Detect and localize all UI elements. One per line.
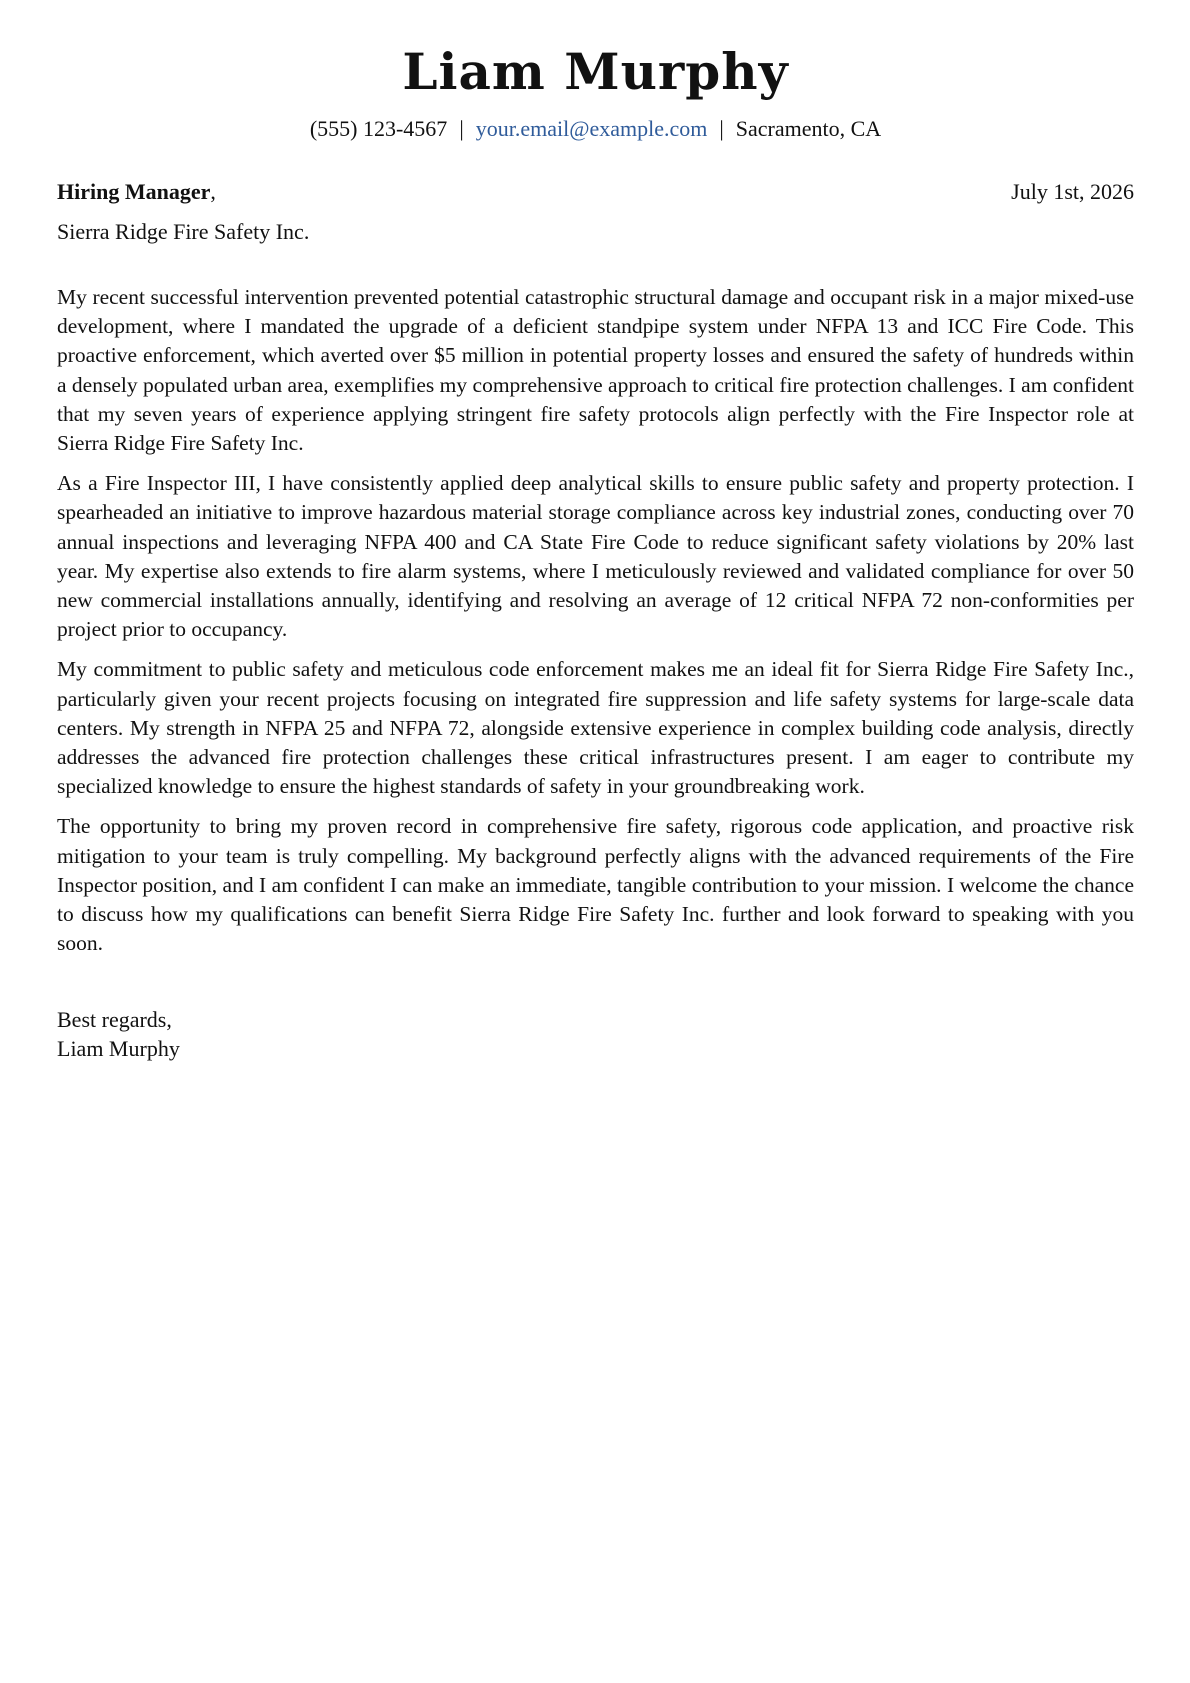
location: Sacramento, CA [735,116,882,141]
body-paragraph: My commitment to public safety and meticulous code enforcement makes me an ideal fit for Sierra Ridge Fire Safety Inc., particularly given your recent projects focusing on integrated fire suppression and life safety systems for large-scale data centers. My strength in NFPA 25 and NFPA 72, alongside extensive experience in complex building code analysis, directly addresses the advanced fire protection challenges these critical infrastructures present. I am eager to contribute my specialized knowledge to ensure the highest standards of safety in your groundbreaking work. [57,657,1134,799]
contact-separator: | [719,116,724,141]
letter-closing [57,1005,180,1063]
applicant-name: Liam Murphy [402,42,789,101]
recipient-name-suffix: , [210,179,216,204]
body-paragraph: As a Fire Inspector III, I have consistently applied deep analytical skills to ensure public safety and property protection. I spearheaded an initiative to improve hazardous material storage compliance across key industrial zones, conducting over 70 annual inspections and leveraging NFPA 400 and CA State Fire Code to reduce significant safety violations by 20% last year. My expertise also extends to fire alarm systems, where I meticulously reviewed and validated compliance for over 50 new commercial installations annually, identifying and resolving an average of 12 critical NFPA 72 non-conformities per project prior to occupancy. [57,471,1134,642]
closing-signature: Liam Murphy [57,1036,180,1061]
phone-number: (555) 123-4567 [309,116,448,141]
body-paragraph: My recent successful intervention prevented potential catastrophic structural damage and occupant risk in a major mixed-use development, where I mandated the upgrade of a deficient standpipe system under NFPA 13 and ICC Fire Code. This proactive enforcement, which averted over $5 million in potential property losses and ensured the safety of hundreds within a densely populated urban area, exemplifies my comprehensive approach to critical fire protection challenges. I am confident that my seven years of experience applying stringent fire safety protocols align perfectly with the Fire Inspector role at Sierra Ridge Fire Safety Inc. [57,285,1134,456]
contact-line [57,114,1134,144]
recipient-name: Hiring Manager [57,179,211,204]
letter-body [57,283,1134,969]
body-paragraph: The opportunity to bring my proven record in comprehensive fire safety, rigorous code application, and proactive risk mitigation to your team is truly compelling. My background perfectly aligns with the advanced requirements of the Fire Inspector position, and I am confident I can make an immediate, tangible contribution to your mission. I welcome the chance to discuss how my qualifications can benefit Sierra Ridge Fire Safety Inc. further and look forward to speaking with you soon. [57,814,1134,956]
recipient-company: Sierra Ridge Fire Safety Inc. [57,219,310,244]
closing-salutation: Best regards, [57,1007,172,1032]
email-link[interactable]: your.email@example.com [475,116,708,141]
letter-date: July 1st, 2026 [1011,179,1134,204]
recipient-greeting [57,177,216,207]
contact-separator: | [459,116,464,141]
